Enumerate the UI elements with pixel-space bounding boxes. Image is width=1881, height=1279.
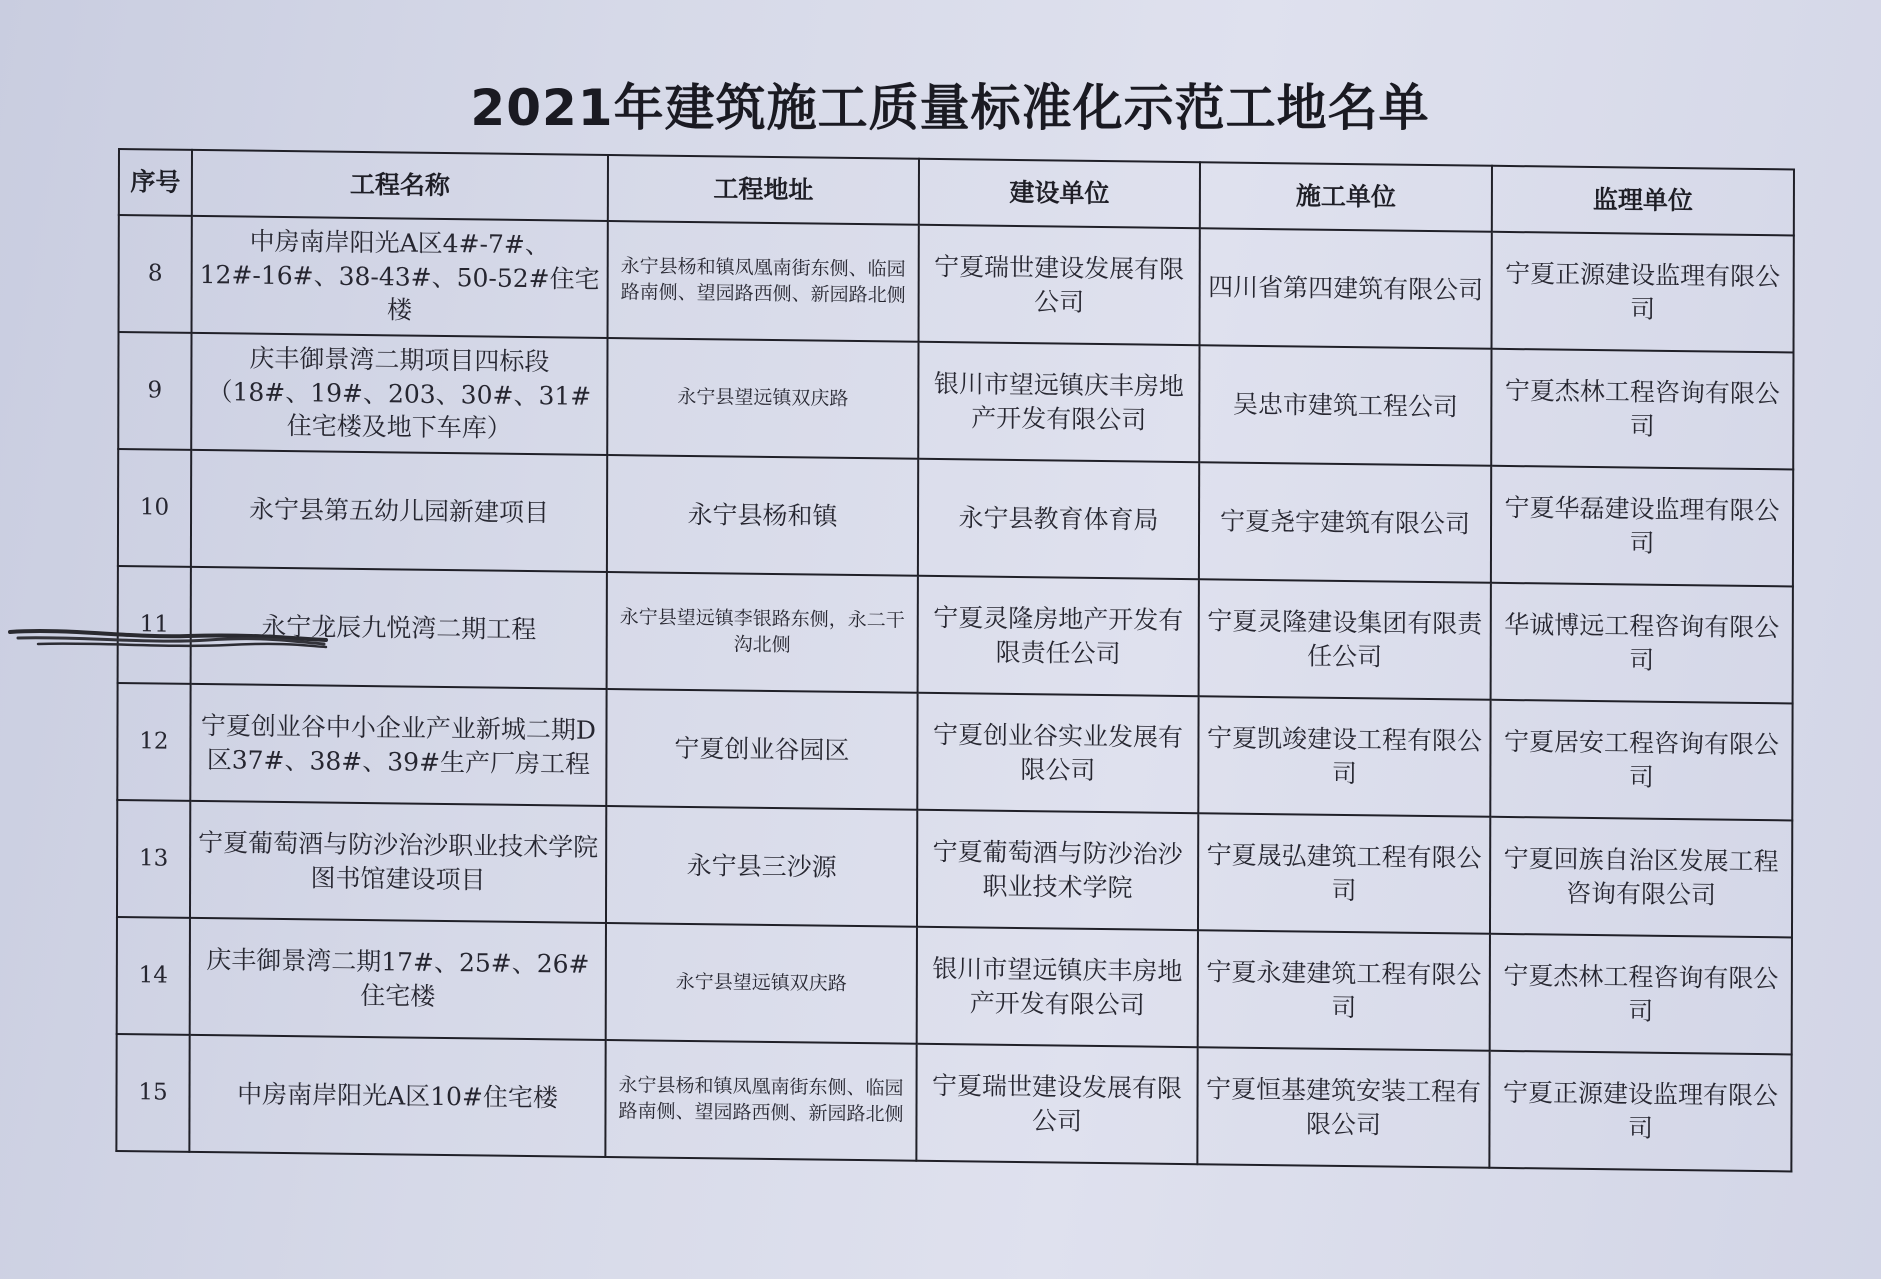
demo-site-table	[115, 148, 1795, 1172]
cell-project-address: 永宁县杨和镇	[607, 455, 918, 576]
cell-no: 13	[117, 800, 190, 918]
cell-project-address: 永宁县望远镇李银路东侧，永二干沟北侧	[607, 572, 918, 693]
cell-project-name: 庆丰御景湾二期项目四标段（18#、19#、203、30#、31#住宅楼及地下车库）	[191, 333, 607, 455]
cell-contractor: 吴忠市建筑工程公司	[1199, 345, 1491, 466]
cell-developer: 宁夏灵隆房地产开发有限责任公司	[918, 576, 1199, 696]
cell-project-name: 宁夏创业谷中小企业产业新城二期D区37#、38#、39#生产厂房工程	[190, 684, 606, 806]
cell-supervisor: 宁夏居安工程咨询有限公司	[1490, 700, 1792, 821]
cell-project-address: 宁夏创业谷园区	[606, 689, 917, 810]
cell-project-name: 宁夏葡萄酒与防沙治沙职业技术学院图书馆建设项目	[190, 801, 606, 923]
table-row	[117, 683, 1792, 820]
cell-contractor: 宁夏恒基建筑安装工程有限公司	[1197, 1047, 1489, 1168]
header-supervisor: 监理单位	[1492, 166, 1794, 236]
table-row	[117, 917, 1792, 1054]
cell-developer: 宁夏瑞世建设发展有限公司	[916, 1044, 1197, 1164]
cell-contractor: 宁夏尧宇建筑有限公司	[1199, 462, 1491, 583]
cell-developer: 宁夏创业谷实业发展有限公司	[917, 693, 1198, 813]
cell-supervisor: 宁夏华磊建设监理有限公司	[1491, 466, 1793, 587]
cell-no: 9	[118, 332, 191, 450]
cell-project-address: 永宁县杨和镇凤凰南街东侧、临园路南侧、望园路西侧、新园路北侧	[608, 221, 919, 342]
cell-project-name: 庆丰御景湾二期17#、25#、26#住宅楼	[190, 918, 606, 1040]
cell-no: 10	[118, 449, 191, 567]
table-row	[116, 1034, 1791, 1171]
cell-developer: 银川市望远镇庆丰房地产开发有限公司	[918, 342, 1199, 462]
header-no: 序号	[119, 149, 192, 216]
cell-project-address: 永宁县杨和镇凤凰南街东侧、临园路南侧、望园路西侧、新园路北侧	[605, 1040, 916, 1161]
cell-project-name: 永宁龙辰九悦湾二期工程	[191, 567, 607, 689]
table-row	[119, 215, 1794, 352]
table-row	[117, 800, 1792, 937]
cell-project-name: 永宁县第五幼儿园新建项目	[191, 450, 607, 572]
table-row	[118, 566, 1793, 703]
cell-supervisor: 宁夏杰林工程咨询有限公司	[1491, 349, 1793, 470]
cell-no: 11	[118, 566, 191, 684]
cell-supervisor: 宁夏回族自治区发展工程咨询有限公司	[1490, 817, 1792, 938]
table-row	[118, 449, 1793, 586]
document-title: 2021年建筑施工质量标准化示范工地名单	[470, 79, 1430, 137]
cell-project-name: 中房南岸阳光A区4#-7#、12#-16#、38-43#、50-52#住宅楼	[192, 216, 608, 338]
table-container	[115, 148, 1793, 1172]
cell-contractor: 四川省第四建筑有限公司	[1200, 228, 1492, 349]
cell-project-address: 永宁县望远镇双庆路	[606, 923, 917, 1044]
header-project-name: 工程名称	[192, 150, 608, 221]
header-project-address: 工程地址	[608, 155, 919, 225]
header-contractor: 施工单位	[1200, 162, 1492, 232]
cell-contractor: 宁夏永建建筑工程有限公司	[1198, 930, 1490, 1051]
cell-supervisor: 华诚博远工程咨询有限公司	[1491, 583, 1793, 704]
table-row	[118, 332, 1793, 469]
cell-developer: 宁夏葡萄酒与防沙治沙职业技术学院	[917, 810, 1198, 930]
cell-no: 14	[117, 917, 190, 1035]
cell-project-address: 永宁县三沙源	[606, 806, 917, 927]
cell-developer: 银川市望远镇庆丰房地产开发有限公司	[917, 927, 1198, 1047]
header-developer: 建设单位	[919, 159, 1200, 228]
cell-project-name: 中房南岸阳光A区10#住宅楼	[189, 1035, 605, 1157]
pen-scribble-mark	[8, 620, 328, 660]
cell-no: 8	[119, 215, 192, 333]
cell-contractor: 宁夏晟弘建筑工程有限公司	[1198, 813, 1490, 934]
cell-supervisor: 宁夏杰林工程咨询有限公司	[1490, 934, 1792, 1055]
cell-supervisor: 宁夏正源建设监理有限公司	[1489, 1051, 1791, 1172]
cell-contractor: 宁夏凯竣建设工程有限公司	[1198, 696, 1490, 817]
cell-supervisor: 宁夏正源建设监理有限公司	[1492, 232, 1794, 353]
cell-developer: 宁夏瑞世建设发展有限公司	[919, 225, 1200, 345]
cell-developer: 永宁县教育体育局	[918, 459, 1199, 579]
cell-contractor: 宁夏灵隆建设集团有限责任公司	[1199, 579, 1491, 700]
cell-no: 12	[117, 683, 190, 801]
cell-no: 15	[116, 1034, 189, 1152]
cell-project-address: 永宁县望远镇双庆路	[607, 338, 918, 459]
